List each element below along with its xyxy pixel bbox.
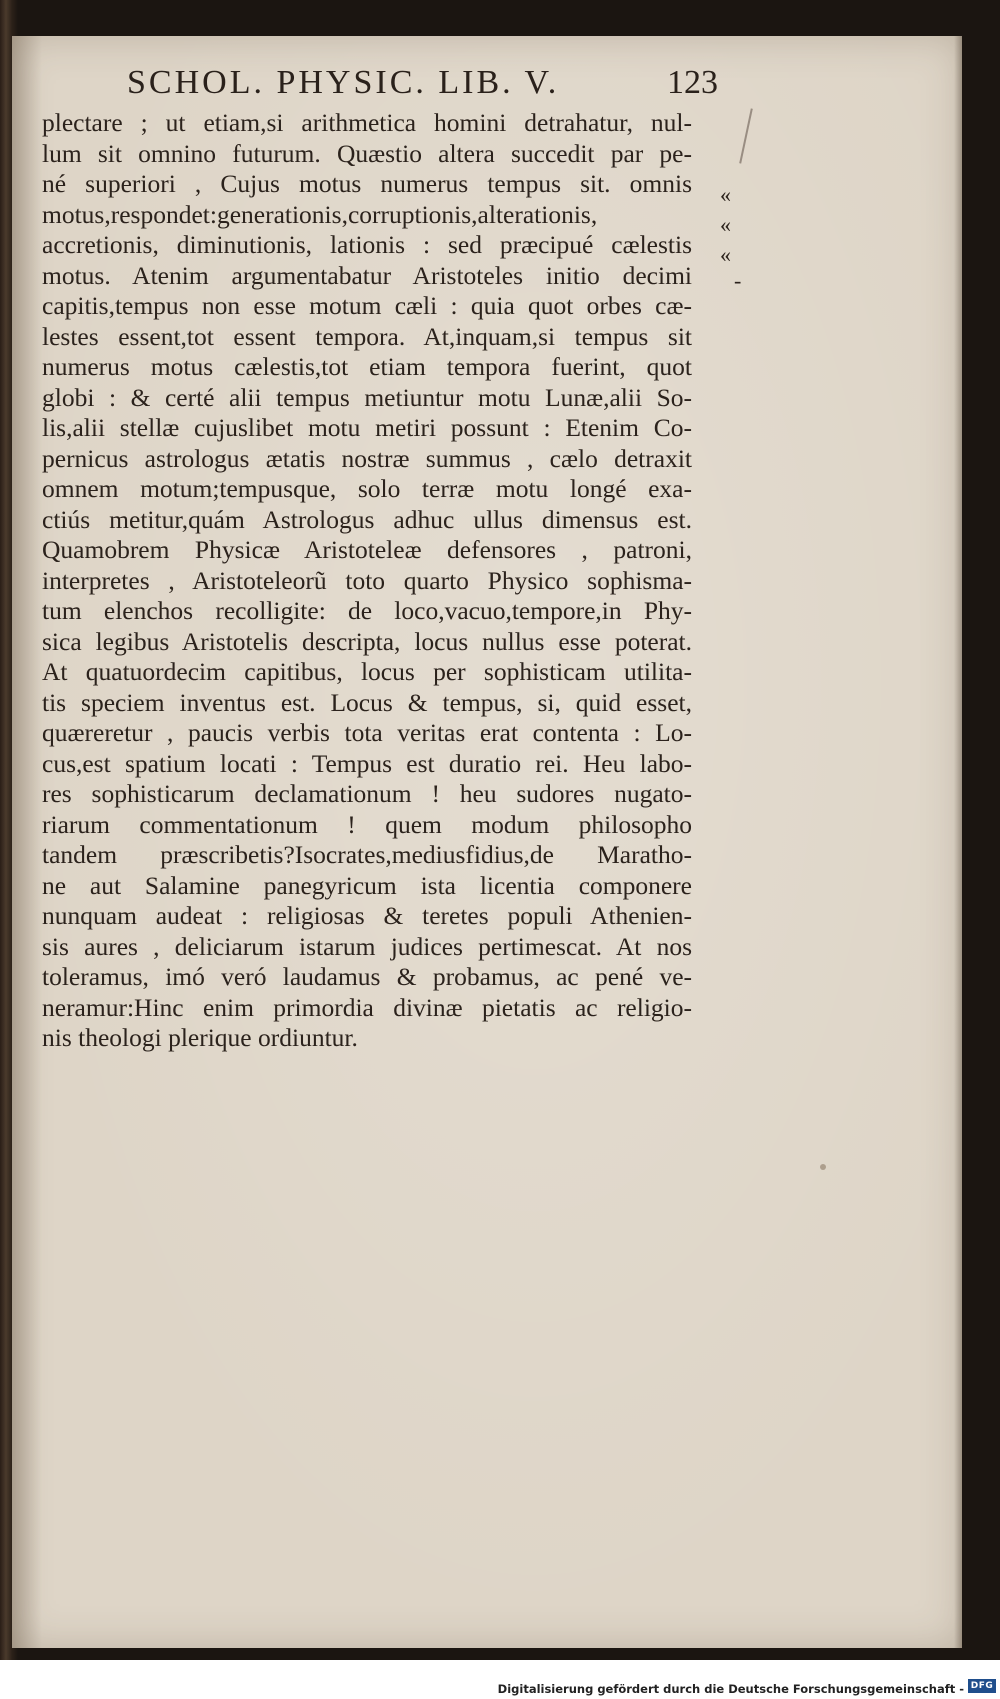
text-line: motus,respondet:generationis,corruptionis,alterationis, xyxy=(42,199,598,229)
digitization-credit: Digitalisierung gefördert durch die Deutsche Forschungsgemeinschaft - xyxy=(497,1682,964,1696)
text-line: res sophisticarum declamationum ! heu sudores nugato- xyxy=(42,779,692,808)
margin-quote-mark: « xyxy=(720,212,731,237)
text-line: numerus motus cælestis,tot etiam tempora fuerint, quot xyxy=(42,352,692,381)
text-line: neramur:Hinc enim primordia divinæ pietatis ac religio- xyxy=(42,992,692,1022)
text-line: riarum commentationum ! quem modum philosopho xyxy=(42,809,692,839)
text-line: ne aut Salamine panegyricum ista licentia componere xyxy=(42,870,692,900)
pencil-annotation xyxy=(739,108,753,163)
text-line: globi : & certé alii tempus metiuntur motu Lunæ,alii So- xyxy=(42,382,692,412)
text-line: lum sit omnino futurum. Quæstio altera succedit par pe- xyxy=(42,138,692,168)
text-line: nis theologi plerique ordiuntur. xyxy=(42,1023,358,1052)
dfg-logo: DFG xyxy=(968,1679,996,1693)
text-line: tis speciem inventus est. Locus & tempus, si, quid esset, xyxy=(42,687,692,717)
text-line: quæreretur , paucis verbis tota veritas erat contenta : Lo- xyxy=(42,718,692,747)
text-line: sis aures , deliciarum istarum judices pertimescat. At nos xyxy=(42,931,692,961)
margin-quote-mark: « xyxy=(720,242,731,267)
text-line: sica legibus Aristotelis descripta, locus nullus esse poterat. xyxy=(42,626,692,656)
body-text xyxy=(42,108,692,1054)
text-line: capitis,tempus non esse motum cæli : quia quot orbes cæ- xyxy=(42,291,692,320)
text-line: pernicus astrologus ætatis nostræ summus , cælo detraxit xyxy=(42,443,692,473)
text-line: nunquam audeat : religiosas & teretes populi Athenien- xyxy=(42,901,692,930)
page-number: 123 xyxy=(667,64,718,101)
text-line: interpretes , Aristoteleorũ toto quarto Physico sophisma- xyxy=(42,565,692,595)
text-line: tum elenchos recolligite: de loco,vacuo,tempore,in Phy- xyxy=(42,596,692,625)
text-line: Quamobrem Physicæ Aristoteleæ defensores , patroni, xyxy=(42,535,692,564)
text-line: accretionis, diminutionis, lationis : sed præcipué cælestis xyxy=(42,230,692,259)
margin-dash-mark: - xyxy=(734,268,742,293)
book-page xyxy=(12,36,962,1648)
text-line: plectare ; ut etiam,si arithmetica homini detrahatur, nul- xyxy=(42,108,692,137)
text-line: motus. Atenim argumentabatur Aristoteles initio decimi xyxy=(42,260,692,290)
text-line: toleramus, imó veró laudamus & probamus, ac pené ve- xyxy=(42,962,692,991)
running-head: SCHOL. PHYSIC. LIB. V. xyxy=(127,64,560,101)
page-edge-shadow xyxy=(954,36,962,1648)
margin-quote-mark: « xyxy=(720,182,731,207)
text-line: omnem motum;tempusque, solo terræ motu longé exa- xyxy=(42,474,692,503)
text-line: ctiús metitur,quám Astrologus adhuc ullus dimensus est. xyxy=(42,504,692,534)
text-line: cus,est spatium locati : Tempus est duratio rei. Heu labo- xyxy=(42,748,692,778)
text-line: tandem præscribetis?Isocrates,mediusfidius,de Maratho- xyxy=(42,840,692,869)
text-line: lestes essent,tot essent tempora. At,inquam,si tempus sit xyxy=(42,321,692,351)
text-line: At quatuordecim capitibus, locus per sophisticam utilita- xyxy=(42,657,692,686)
text-line: né superiori , Cujus motus numerus tempus sit. omnis xyxy=(42,169,692,198)
ink-spot xyxy=(820,1164,826,1170)
text-line: lis,alii stellæ cujuslibet motu metiri possunt : Etenim Co- xyxy=(42,413,692,442)
